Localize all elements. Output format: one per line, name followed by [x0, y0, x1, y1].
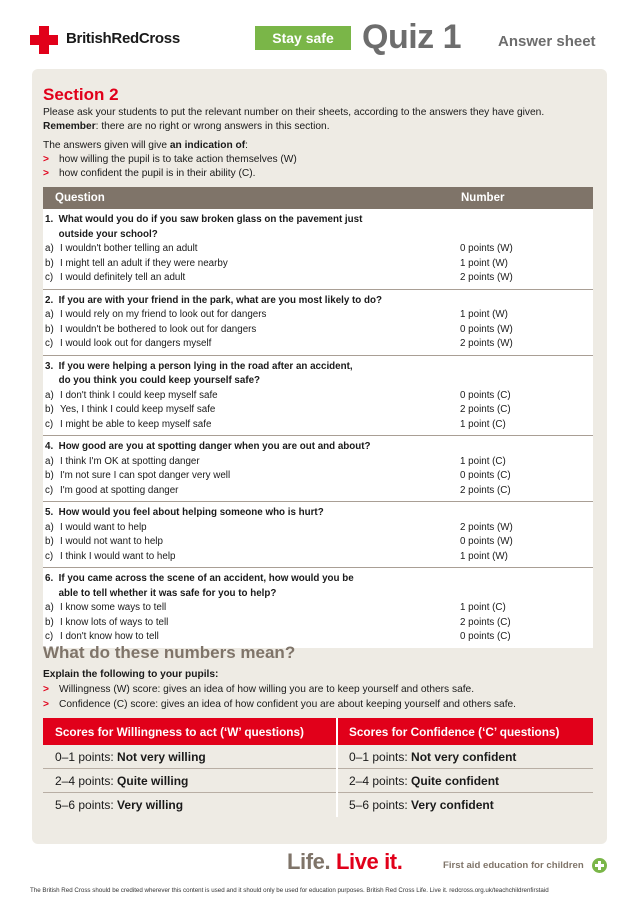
question-text: 3. If you were helping a person lying in the road after an accident,: [45, 360, 353, 372]
question-block: [43, 290, 593, 356]
numbers-meaning-title: What do these numbers mean?: [43, 643, 296, 662]
explain-text: [43, 667, 598, 712]
question-table-header: [43, 187, 593, 209]
answer-text: I would definitely tell an adult: [60, 272, 186, 283]
column-header-number: Number: [461, 192, 505, 204]
indicator-heading: [43, 139, 598, 153]
question-table-body: [43, 209, 593, 648]
question-text: able to tell whether it was safe for you to help?: [45, 587, 277, 599]
bullet-text: Confidence (C) score: gives an idea of how confident you are about keeping yourself and others safe.: [59, 699, 517, 710]
scores-table: [43, 718, 593, 817]
answer-text: I think I'm OK at spotting danger: [60, 455, 200, 467]
slogan-life: Life.: [287, 849, 336, 874]
chevron-right-icon: >: [43, 699, 49, 710]
question-block: [43, 436, 593, 502]
answer-label: a): [45, 309, 54, 320]
answer-points: 2 points (C): [460, 616, 511, 628]
answer-row: [43, 418, 593, 433]
answer-row: [43, 389, 593, 404]
answer-label: b): [45, 257, 54, 269]
answer-points: 1 point (W): [460, 550, 508, 562]
answer-label: b): [45, 616, 54, 628]
answer-text: I'm good at spotting danger: [60, 484, 179, 496]
answer-row: [43, 550, 593, 565]
answer-row: [43, 616, 593, 631]
answer-points: 2 points (C): [460, 484, 511, 496]
answer-text: I would not want to help: [60, 536, 163, 547]
answer-label: a): [45, 455, 54, 467]
plus-icon: [592, 858, 607, 873]
confidence-score: 2–4 points: Quite confident: [349, 774, 500, 788]
willingness-score: 0–1 points: Not very willing: [55, 750, 206, 764]
answer-label: b): [45, 470, 54, 481]
indicator-bold: an indication of: [169, 140, 246, 151]
explain-bold: Explain the following to your pupils:: [43, 669, 219, 680]
explain-bullet: [43, 697, 598, 712]
indicator-text: [43, 139, 598, 181]
answer-label: b): [45, 404, 54, 415]
answer-text: Yes, I think I could keep myself safe: [60, 404, 216, 415]
answer-points: 0 points (C): [460, 631, 511, 642]
footer-tagline: First aid education for children: [443, 860, 584, 871]
bullet-text: how willing the pupil is to take action themselves (W): [59, 154, 297, 165]
answer-points: 2 points (W): [460, 521, 513, 533]
indicator-suffix: :: [245, 140, 248, 151]
question-block: [43, 209, 593, 290]
answer-text: I might be able to keep myself safe: [60, 418, 212, 430]
answer-row: [43, 601, 593, 616]
willingness-score: 5–6 points: Very willing: [55, 798, 184, 812]
answer-points: 0 points (W): [460, 323, 513, 335]
answer-label: c): [45, 418, 54, 430]
answer-text: I don't know how to tell: [60, 631, 159, 642]
scores-table-header: [43, 718, 593, 745]
bullet-text: Willingness (W) score: gives an idea of how willing you are to keep yourself and others safe.: [59, 684, 475, 695]
willingness-score: 2–4 points: Quite willing: [55, 774, 189, 788]
question-text: 6. If you came across the scene of an accident, how would you be: [45, 573, 354, 584]
answer-label: b): [45, 536, 54, 547]
credit-line: The British Red Cross should be credited wherever this content is used and it should only be used for education purposes. British Red Cross Life. Live it. redcross.org.uk/teachchildrenfirstaid: [30, 887, 549, 894]
answer-points: 0 points (C): [460, 470, 511, 481]
confidence-score: 0–1 points: Not very confident: [349, 750, 517, 764]
answer-text: I would look out for dangers myself: [60, 338, 212, 349]
answer-text: I wouldn't be bothered to look out for dangers: [60, 323, 257, 335]
answer-text: I think I would want to help: [60, 550, 176, 562]
answer-sheet-label: Answer sheet: [498, 33, 596, 50]
red-cross-logo-icon: [30, 26, 58, 54]
answer-row: [43, 455, 593, 470]
question-block: [43, 502, 593, 568]
answer-text: I would rely on my friend to look out for dangers: [60, 309, 267, 320]
answer-row: [43, 323, 593, 338]
indicator-bullet: [43, 167, 598, 181]
remember-text: : there are no right or wrong answers in this section.: [95, 121, 330, 132]
chevron-right-icon: >: [43, 684, 49, 695]
answer-points: 1 point (C): [460, 418, 506, 430]
answer-row: [43, 308, 593, 323]
column-header-question: Question: [55, 192, 105, 204]
indicator-bullet: [43, 153, 598, 167]
answer-label: c): [45, 272, 54, 283]
answer-text: I don't think I could keep myself safe: [60, 389, 218, 401]
answer-label: b): [45, 323, 54, 335]
answer-points: 1 point (C): [460, 455, 506, 467]
answer-label: c): [45, 338, 54, 349]
answer-text: I know some ways to tell: [60, 602, 167, 613]
answer-points: 1 point (W): [460, 309, 508, 320]
remember-label: Remember: [43, 121, 96, 132]
answer-text: I know lots of ways to tell: [60, 616, 169, 628]
question-text: 2. If you are with your friend in the park, what are you most likely to do?: [45, 294, 382, 306]
question-block: [43, 568, 593, 648]
answer-points: 2 points (W): [460, 272, 513, 283]
intro-text: [43, 106, 598, 134]
chevron-right-icon: >: [43, 168, 49, 179]
table-row: [43, 745, 593, 769]
table-row: [43, 793, 593, 817]
indicator-prefix: The answers given will give: [43, 140, 170, 151]
answer-row: [43, 469, 593, 484]
brand-name: BritishRedCross: [66, 30, 180, 47]
header: [0, 0, 638, 68]
answer-label: c): [45, 550, 54, 562]
question-text: 5. How would you feel about helping someone who is hurt?: [45, 507, 324, 518]
answer-points: 1 point (W): [460, 257, 508, 269]
intro-line-2: [43, 120, 598, 134]
answer-text: I wouldn't bother telling an adult: [60, 243, 198, 254]
section-title: Section 2: [43, 85, 119, 104]
answer-points: 0 points (W): [460, 243, 513, 254]
answer-points: 1 point (C): [460, 602, 506, 613]
answer-text: I might tell an adult if they were nearby: [60, 257, 228, 269]
table-row: [43, 769, 593, 793]
answer-row: [43, 403, 593, 418]
answer-label: c): [45, 631, 54, 642]
stay-safe-badge: Stay safe: [255, 26, 351, 50]
answer-points: 0 points (W): [460, 536, 513, 547]
bullet-text: how confident the pupil is in their ability (C).: [59, 168, 256, 179]
answer-points: 2 points (C): [460, 404, 511, 415]
answer-label: a): [45, 521, 54, 533]
answer-points: 0 points (C): [460, 389, 511, 401]
explain-heading: [43, 667, 598, 682]
slogan-live-it: Live it.: [335, 849, 403, 874]
quiz-title: Quiz 1: [362, 18, 462, 56]
chevron-right-icon: >: [43, 154, 49, 165]
question-text: 4. How good are you at spotting danger when you are out and about?: [45, 441, 371, 452]
answer-row: [43, 257, 593, 272]
confidence-score: 5–6 points: Very confident: [349, 798, 494, 812]
question-text: outside your school?: [45, 228, 158, 240]
answer-points: 2 points (W): [460, 338, 513, 349]
explain-bullet: [43, 682, 598, 697]
answer-row: [43, 535, 593, 550]
answer-label: a): [45, 243, 54, 254]
answer-label: a): [45, 602, 54, 613]
answer-text: I would want to help: [60, 521, 147, 533]
answer-row: [43, 271, 593, 286]
answer-text: I'm not sure I can spot danger very well: [60, 470, 231, 481]
answer-row: [43, 337, 593, 352]
column-header-confidence: Scores for Confidence (‘C’ questions): [349, 725, 560, 739]
question-table: [43, 187, 593, 648]
footer-slogan: [287, 849, 402, 875]
answer-label: c): [45, 484, 54, 496]
column-header-willingness: Scores for Willingness to act (‘W’ questions): [55, 725, 304, 739]
answer-row: [43, 521, 593, 536]
answer-label: a): [45, 389, 54, 401]
question-text: do you think you could keep yourself safe?: [45, 375, 261, 386]
question-text: 1. What would you do if you saw broken glass on the pavement just: [45, 214, 363, 225]
intro-line-1: Please ask your students to put the relevant number on their sheets, according to the answers they have given.: [43, 107, 545, 118]
answer-row: [43, 484, 593, 499]
answer-row: [43, 242, 593, 257]
question-block: [43, 356, 593, 437]
